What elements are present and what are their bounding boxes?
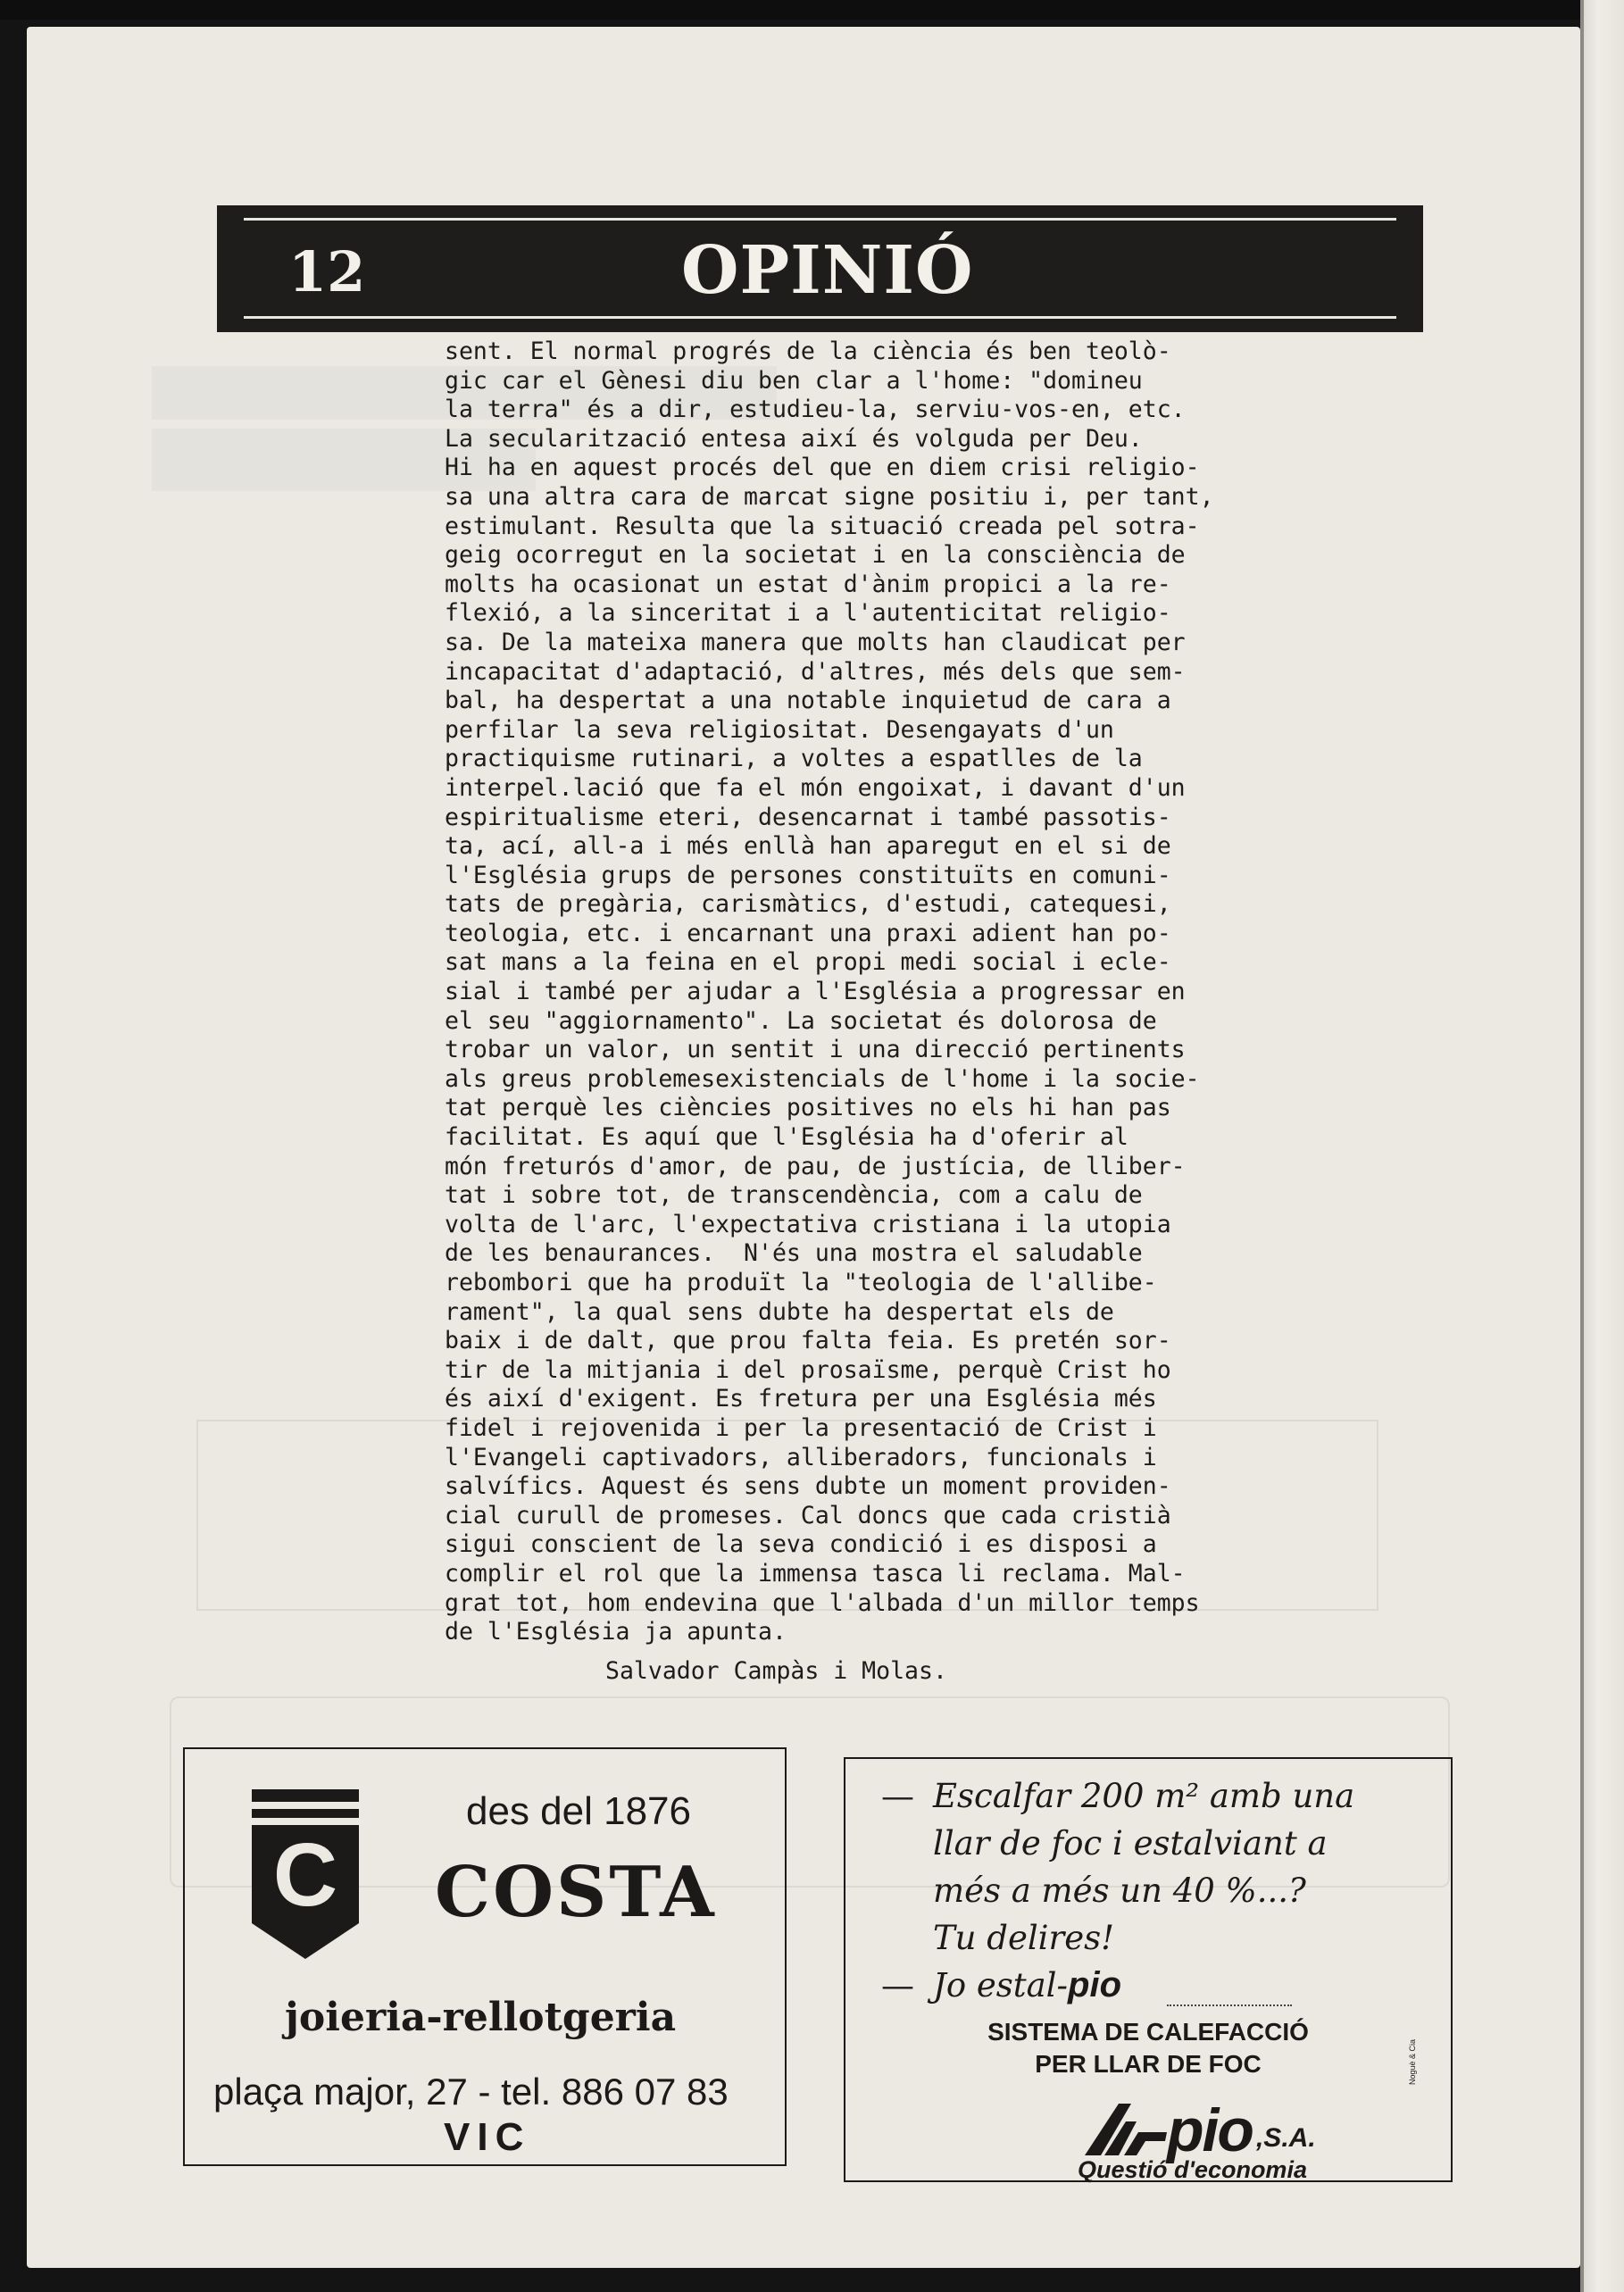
article-line: salvífics. Aquest és sens dubte un moment providen- <box>445 1472 1171 1501</box>
article-line: Hi ha en aquest procés del que en diem crisi religio- <box>445 454 1200 482</box>
article-line: de les benaurances. N'és una mostra el saludable <box>445 1239 1143 1268</box>
opinion-article-body <box>445 338 1221 1647</box>
article-line: geig ocorregut en la societat i en la consciència de <box>445 541 1186 570</box>
costa-advertisement <box>183 1747 787 2166</box>
pio-agency-credit: Noguè & Cia <box>1408 2038 1417 2085</box>
article-line: de l'Església ja apunta. <box>445 1618 787 1646</box>
article-author: Salvador Campàs i Molas. <box>605 1657 947 1685</box>
article-line: el seu "aggiornamento". La societat és dolorosa de <box>445 1006 1157 1035</box>
article-line: tat perquè les ciències positives no els hi han pas <box>445 1094 1171 1122</box>
article-line: rebombori que ha produït la "teologia de l'allibe- <box>445 1269 1157 1296</box>
section-header <box>217 205 1423 332</box>
article-line: incapacitat d'adaptació, d'altres, més dels que sem- <box>445 657 1186 686</box>
article-line: sa una altra cara de marcat signe positiu i, per tant, <box>445 482 1214 511</box>
article-line: trobar un valor, un sentit i una direcció pertinents <box>445 1036 1186 1064</box>
article-line: fidel i rejovenida i per la presentació de Crist i <box>445 1413 1157 1442</box>
article-line: tir de la mitjania i del prosaïsme, perquè Crist ho <box>445 1355 1171 1384</box>
pio-slogan-line: més a més un 40 %...? <box>933 1871 1306 1910</box>
article-line: ta, ací, all-a i més enllà han aparegut en el si de <box>445 832 1171 861</box>
article-line: flexió, a la sinceritat i a l'autenticitat religio- <box>445 599 1171 628</box>
magazine-page <box>27 27 1580 2268</box>
scan-top-border <box>0 0 1624 20</box>
pio-motto: Questió d'economia <box>1078 2156 1307 2183</box>
article-line: molts ha ocasionat un estat d'ànim propici a la re- <box>445 570 1171 598</box>
article-line: l'Evangeli captivadors, alliberadors, funcionals i <box>445 1443 1157 1471</box>
article-line: la terra" és a dir, estudieu-la, serviu-vos-en, etc. <box>445 396 1186 424</box>
article-line: volta de l'arc, l'expectativa cristiana i la utopia <box>445 1210 1171 1238</box>
article-line: sial i també per ajudar a l'Església a progressar en <box>445 978 1186 1006</box>
header-rule-top <box>244 218 1396 221</box>
article-line: interpel.lació que fa el món engoixat, i davant d'un <box>445 773 1186 802</box>
costa-brand-name: COSTA <box>435 1852 717 1933</box>
article-line: sent. El normal progrés de la ciència és ben teolò- <box>445 338 1171 365</box>
pio-slogan-line: Tu delires! <box>933 1919 1114 1957</box>
pio-advertisement <box>844 1757 1453 2182</box>
article-line: als greus problemesexistencials de l'home i la socie- <box>445 1064 1200 1093</box>
article-line: sa. De la mateixa manera que molts han claudicat per <box>445 628 1186 656</box>
costa-since: des del 1876 <box>466 1789 691 1833</box>
article-line: practiquisme rutinari, a voltes a espatlles de la <box>445 745 1143 773</box>
pio-slogan <box>881 1772 1435 2009</box>
pio-logo <box>1078 2095 1316 2164</box>
article-line: tat i sobre tot, de transcendència, com a calu de <box>445 1181 1143 1210</box>
pio-slogan-line: — Jo estal-pio <box>881 1965 1122 2004</box>
article-line: facilitat. Es aquí que l'Església ha d'oferir al <box>445 1123 1128 1152</box>
article-line: tats de pregària, carismàtics, d'estudi, catequesi, <box>445 890 1171 919</box>
article-line: estimulant. Resulta que la situació creada pel sotra- <box>445 512 1200 540</box>
article-line: grat tot, hom endevina que l'albada d'un millor temps <box>445 1588 1200 1617</box>
pio-divider <box>1167 2004 1292 2006</box>
header-rule-bottom <box>244 316 1396 319</box>
article-line: cial curull de promeses. Cal doncs que cada cristià <box>445 1501 1171 1529</box>
article-line: és així d'exigent. Es fretura per una Església més <box>445 1385 1157 1413</box>
pio-system-line1: SISTEMA DE CALEFACCIÓ <box>987 2018 1309 2046</box>
article-line: perfilar la seva religiositat. Desengayats d'un <box>445 715 1114 744</box>
article-line: gic car el Gènesi diu ben clar a l'home: "domineu <box>445 366 1143 395</box>
article-line: teologia, etc. i encarnant una praxi adient han po- <box>445 919 1171 947</box>
article-line: rament", la qual sens dubte ha despertat els de <box>445 1297 1114 1326</box>
costa-address: plaça major, 27 - tel. 886 07 83 <box>213 2071 729 2113</box>
article-line: sat mans a la feina en el propi medi social i ecle- <box>445 948 1171 977</box>
article-line: bal, ha despertat a una notable inquietud de cara a <box>445 687 1171 715</box>
pio-system-line2: PER LLAR DE FOC <box>1035 2050 1262 2078</box>
pio-flame-logo-icon <box>1078 2102 1167 2157</box>
costa-logo-letter: C <box>272 1825 338 1925</box>
article-line: espiritualisme eteri, desencarnat i també passotis- <box>445 803 1171 831</box>
article-line: baix i de dalt, que prou falta feia. Es pretén sor- <box>445 1327 1171 1355</box>
article-line: l'Església grups de persones constituïts en comuni- <box>445 861 1171 889</box>
costa-c-logo-icon <box>243 1789 368 1959</box>
costa-tagline: joieria-rellotgeria <box>285 1995 677 2040</box>
article-line: La secularització entesa així és volguda per Deu. <box>445 424 1143 453</box>
costa-city: VIC <box>444 2115 531 2159</box>
article-line: complir el rol que la immensa tasca li reclama. Mal- <box>445 1559 1186 1588</box>
article-line: sigui conscient de la seva condició i es disposi a <box>445 1530 1157 1559</box>
article-line: món freturós d'amor, de pau, de justícia, de lliber- <box>445 1152 1186 1180</box>
section-title: OPINIÓ <box>681 232 974 309</box>
pio-slogan-line: llar de foc i estalviant a <box>933 1824 1328 1863</box>
pio-logo-suffix: ,S.A. <box>1255 2123 1316 2153</box>
page-spine <box>1580 0 1624 2292</box>
pio-slogan-line: — Escalfar 200 m² amb una <box>881 1777 1355 1815</box>
pio-logo-word: pio <box>1167 2096 1253 2164</box>
page-number: 12 <box>288 239 366 304</box>
